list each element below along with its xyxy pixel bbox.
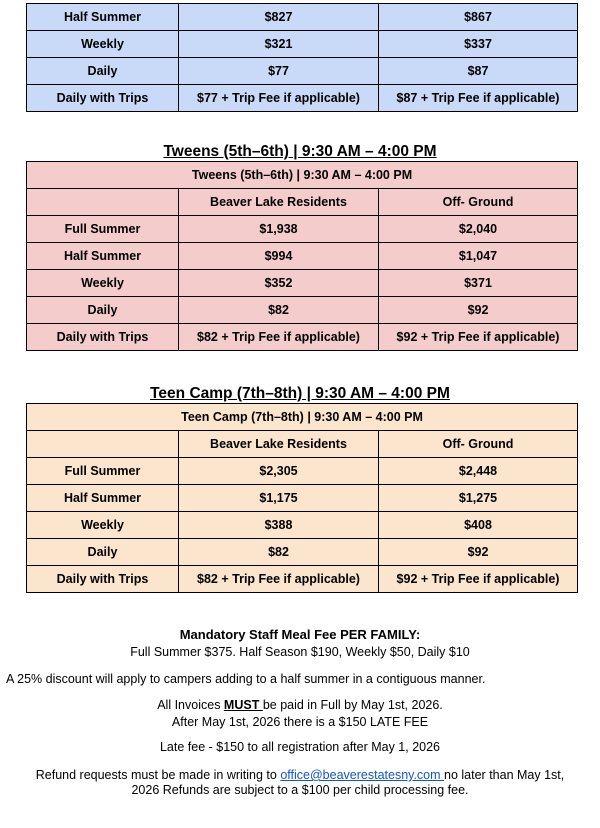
table-row <box>27 31 578 58</box>
residents-price: $2,305 <box>179 458 379 485</box>
offground-price: $92 + Trip Fee if applicable) <box>379 324 578 351</box>
residents-header: Beaver Lake Residents <box>179 431 379 458</box>
row-label: Weekly <box>27 270 179 297</box>
table-row <box>27 539 578 566</box>
row-label: Daily with Trips <box>27 324 179 351</box>
offground-header: Off- Ground <box>379 189 578 216</box>
residents-price: $77 <box>179 58 379 85</box>
table-row <box>27 485 578 512</box>
row-label: Half Summer <box>27 243 179 270</box>
table-row <box>27 512 578 539</box>
refund-processing-fee: 2026 Refunds are subject to a $100 per child processing fee. <box>131 783 469 797</box>
offground-price: $337 <box>379 31 578 58</box>
refund-policy <box>0 768 600 783</box>
invoice-must-emphasis: MUST <box>223 698 263 712</box>
row-label: Daily with Trips <box>27 85 179 112</box>
offground-header: Off- Ground <box>379 431 578 458</box>
table-header-row <box>27 431 578 458</box>
refund-text-start: Refund requests must be made in writing to <box>35 768 281 782</box>
residents-price: $352 <box>179 270 379 297</box>
table-row <box>27 58 578 85</box>
row-label: Weekly <box>27 512 179 539</box>
residents-price: $994 <box>179 243 379 270</box>
residents-price: $82 + Trip Fee if applicable) <box>179 324 379 351</box>
offground-price: $2,040 <box>379 216 578 243</box>
table-row <box>27 270 578 297</box>
residents-price: $1,938 <box>179 216 379 243</box>
invoice-text-start: All Invoices <box>157 698 224 712</box>
refund-email-link[interactable]: office@beaverestatesny.com <box>280 768 445 782</box>
row-label: Full Summer <box>27 458 179 485</box>
offground-price: $408 <box>379 512 578 539</box>
table-subtitle: Teen Camp (7th–8th) | 9:30 AM – 4:00 PM <box>27 404 578 431</box>
residents-price: $82 <box>179 297 379 324</box>
invoice-text-end: be paid in Full by May 1st, 2026. <box>262 698 443 712</box>
table-row <box>27 216 578 243</box>
row-label: Daily <box>27 297 179 324</box>
offground-price: $87 + Trip Fee if applicable) <box>379 85 578 112</box>
table-subtitle-row <box>27 162 578 189</box>
late-fee-note: Late fee - $150 to all registration after May 1, 2026 <box>159 740 441 754</box>
offground-price: $87 <box>379 58 578 85</box>
residents-header: Beaver Lake Residents <box>179 189 379 216</box>
table-header-row <box>27 189 578 216</box>
residents-price: $77 + Trip Fee if applicable) <box>179 85 379 112</box>
residents-price: $82 <box>179 539 379 566</box>
offground-price: $1,047 <box>379 243 578 270</box>
empty-header-cell <box>27 431 179 458</box>
table-row <box>27 458 578 485</box>
table-subtitle: Tweens (5th–6th) | 9:30 AM – 4:00 PM <box>27 162 578 189</box>
residents-price: $388 <box>179 512 379 539</box>
table-subtitle-row <box>27 404 578 431</box>
discount-note: A 25% discount will apply to campers adding to a half summer in a contiguous manner. <box>6 672 486 686</box>
offground-price: $92 <box>379 297 578 324</box>
offground-price: $1,275 <box>379 485 578 512</box>
late-fee-notice: After May 1st, 2026 there is a $150 LATE FEE <box>171 715 429 729</box>
tweens-section-title: Tweens (5th–6th) | 9:30 AM – 4:00 PM <box>163 143 437 160</box>
table-row <box>27 297 578 324</box>
offground-price: $867 <box>379 4 578 31</box>
residents-price: $82 + Trip Fee if applicable) <box>179 566 379 593</box>
tweens-rates-table <box>26 161 578 351</box>
meal-fee-detail: Full Summer $375. Half Season $190, Weekly $50, Daily $10 <box>130 645 470 659</box>
table-row <box>27 243 578 270</box>
teen-section-title: Teen Camp (7th–8th) | 9:30 AM – 4:00 PM <box>150 385 450 402</box>
residents-price: $321 <box>179 31 379 58</box>
table-row <box>27 566 578 593</box>
meal-fee-title: Mandatory Staff Meal Fee PER FAMILY: <box>179 627 421 642</box>
teen-rates-table <box>26 403 578 593</box>
residents-price: $1,175 <box>179 485 379 512</box>
top-rates-table <box>26 3 578 112</box>
residents-price: $827 <box>179 4 379 31</box>
refund-text-end: no later than May 1st, <box>444 768 565 782</box>
row-label: Half Summer <box>27 4 179 31</box>
row-label: Full Summer <box>27 216 179 243</box>
row-label: Half Summer <box>27 485 179 512</box>
table-row <box>27 85 578 112</box>
table-row <box>27 4 578 31</box>
row-label: Daily with Trips <box>27 566 179 593</box>
row-label: Daily <box>27 58 179 85</box>
empty-header-cell <box>27 189 179 216</box>
offground-price: $371 <box>379 270 578 297</box>
offground-price: $92 + Trip Fee if applicable) <box>379 566 578 593</box>
row-label: Daily <box>27 539 179 566</box>
table-row <box>27 324 578 351</box>
offground-price: $92 <box>379 539 578 566</box>
row-label: Weekly <box>27 31 179 58</box>
invoice-deadline <box>0 698 600 713</box>
offground-price: $2,448 <box>379 458 578 485</box>
